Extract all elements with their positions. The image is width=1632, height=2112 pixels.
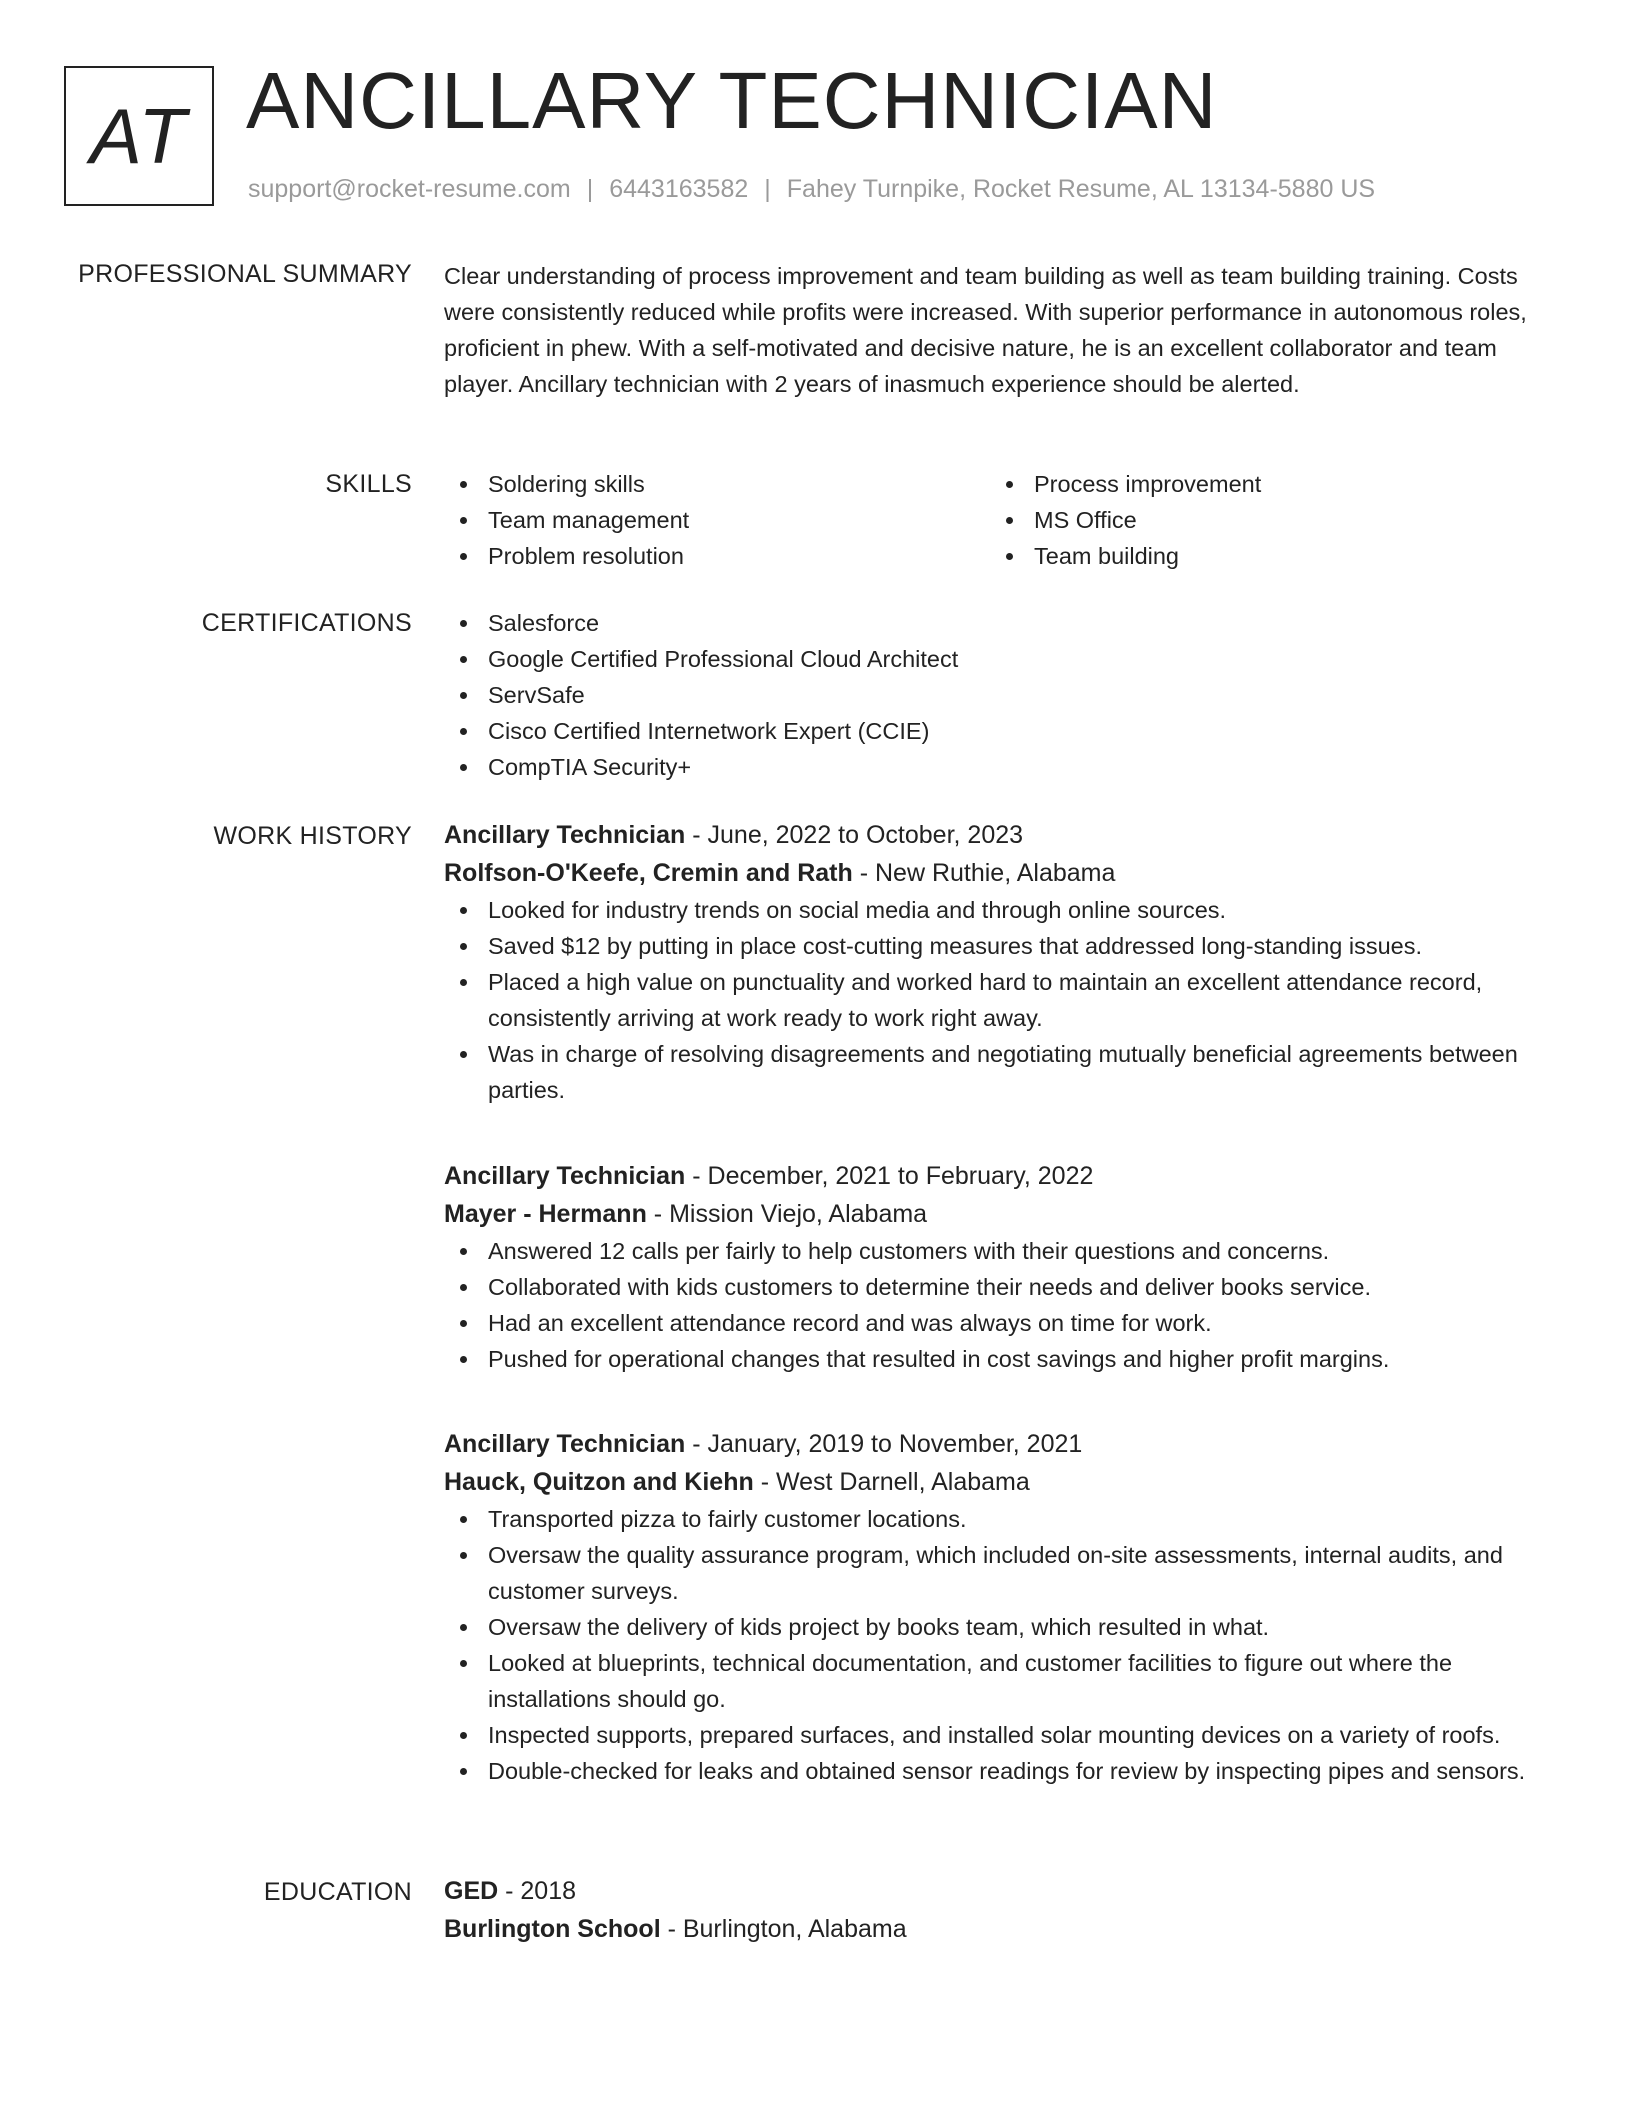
list-item: Looked for industry trends on social media and through online sources.: [444, 892, 1560, 928]
job-company-line: [444, 1195, 1560, 1233]
job-title-line: [444, 1425, 1560, 1463]
summary-body: [444, 258, 1560, 402]
job-location: - West Darnell, Alabama: [753, 1468, 1030, 1496]
summary-heading: PROFESSIONAL SUMMARY: [78, 260, 412, 288]
list-item: Had an excellent attendance record and was always on time for work.: [444, 1305, 1560, 1341]
job-dates: - December, 2021 to February, 2022: [685, 1162, 1094, 1190]
list-item: Team building: [990, 538, 1536, 574]
list-item: Oversaw the delivery of kids project by books team, which resulted in what.: [444, 1609, 1560, 1645]
job-company: Mayer - Hermann: [444, 1200, 647, 1228]
skills-list-right: [990, 466, 1536, 574]
contact-phone: 6443163582: [609, 175, 749, 203]
list-item: CompTIA Security+: [444, 749, 1560, 785]
monogram-box: [64, 66, 214, 206]
job-location: - New Ruthie, Alabama: [852, 859, 1116, 887]
list-item: Salesforce: [444, 605, 1560, 641]
list-item: Placed a high value on punctuality and worked hard to maintain an excellent attendance record, consistently arriving at work ready to work right away.: [444, 964, 1560, 1036]
list-item: Collaborated with kids customers to determine their needs and deliver books service.: [444, 1269, 1560, 1305]
job-dates: - January, 2019 to November, 2021: [685, 1430, 1083, 1458]
job-title-line: [444, 1157, 1560, 1195]
skills-grid: [444, 466, 1560, 574]
certifications-list: [444, 605, 1560, 785]
list-item: Pushed for operational changes that resulted in cost savings and higher profit margins.: [444, 1341, 1560, 1377]
list-item: Oversaw the quality assurance program, which included on-site assessments, internal audits, and customer surveys.: [444, 1537, 1560, 1609]
job-entry: [444, 1157, 1560, 1377]
list-item: Saved $12 by putting in place cost-cutting measures that addressed long-standing issues.: [444, 928, 1560, 964]
contact-separator: |: [586, 175, 594, 203]
job-company-line: [444, 1463, 1560, 1501]
job-duties-list: [444, 892, 1560, 1108]
certifications-body: [444, 605, 1560, 785]
skills-list-left: [444, 466, 990, 574]
monogram-initials: AT: [90, 91, 188, 180]
job-duties-list: [444, 1233, 1560, 1377]
job-duties-list: [444, 1501, 1560, 1789]
contact-email: support@rocket-resume.com: [248, 175, 571, 203]
list-item: Team management: [444, 502, 990, 538]
job-location: - Mission Viejo, Alabama: [646, 1200, 928, 1228]
job-title: Ancillary Technician: [444, 821, 686, 849]
job-title: Ancillary Technician: [444, 1162, 686, 1190]
list-item: MS Office: [990, 502, 1536, 538]
job-entry: [444, 1425, 1560, 1789]
list-item: Soldering skills: [444, 466, 990, 502]
list-item: Cisco Certified Internetwork Expert (CCIE): [444, 713, 1560, 749]
education-degree-line: [444, 1872, 1560, 1910]
education-body: [444, 1872, 1560, 1948]
job-company: Hauck, Quitzon and Kiehn: [444, 1468, 754, 1496]
list-item: Inspected supports, prepared surfaces, and installed solar mounting devices on a variety of roofs.: [444, 1717, 1560, 1753]
certifications-heading: CERTIFICATIONS: [201, 609, 412, 637]
education-location: - Burlington, Alabama: [660, 1915, 907, 1943]
education-year: - 2018: [498, 1877, 577, 1905]
education-school-line: [444, 1910, 1560, 1948]
skills-body: [444, 466, 1560, 574]
contact-separator: |: [764, 175, 771, 203]
job-entry: [444, 816, 1560, 1108]
list-item: ServSafe: [444, 677, 1560, 713]
candidate-name: ANCILLARY TECHNICIAN: [246, 56, 1218, 145]
contact-address: Fahey Turnpike, Rocket Resume, AL 13134-5880 US: [786, 175, 1376, 203]
education-degree: GED: [444, 1877, 499, 1905]
work-history-body: [444, 818, 1560, 1858]
contact-line: [248, 172, 1375, 206]
job-title: Ancillary Technician: [444, 1430, 686, 1458]
education-heading: EDUCATION: [263, 1878, 412, 1906]
summary-text: Clear understanding of process improvement and team building as well as team building training. Costs were consistently reduced while profits were increased. With superior performance in autonomous roles, proficient in phew. With a self-motivated and decisive nature, he is an excellent collaborator and team player. Ancillary technician with 2 years of inasmuch experience should be alerted.: [444, 263, 1527, 397]
list-item: Google Certified Professional Cloud Architect: [444, 641, 1560, 677]
list-item: Double-checked for leaks and obtained sensor readings for review by inspecting pipes and sensors.: [444, 1753, 1560, 1789]
list-item: Problem resolution: [444, 538, 990, 574]
list-item: Answered 12 calls per fairly to help customers with their questions and concerns.: [444, 1233, 1560, 1269]
list-item: Looked at blueprints, technical documentation, and customer facilities to figure out where the installations should go.: [444, 1645, 1560, 1717]
job-title-line: [444, 816, 1560, 854]
education-school: Burlington School: [444, 1915, 661, 1943]
list-item: Was in charge of resolving disagreements and negotiating mutually beneficial agreements between parties.: [444, 1036, 1560, 1108]
job-dates: - June, 2022 to October, 2023: [685, 821, 1024, 849]
list-item: Transported pizza to fairly customer locations.: [444, 1501, 1560, 1537]
skills-heading: SKILLS: [325, 470, 412, 498]
job-company-line: [444, 854, 1560, 892]
work-history-heading: WORK HISTORY: [213, 822, 412, 850]
job-company: Rolfson-O'Keefe, Cremin and Rath: [444, 859, 853, 887]
list-item: Process improvement: [990, 466, 1536, 502]
